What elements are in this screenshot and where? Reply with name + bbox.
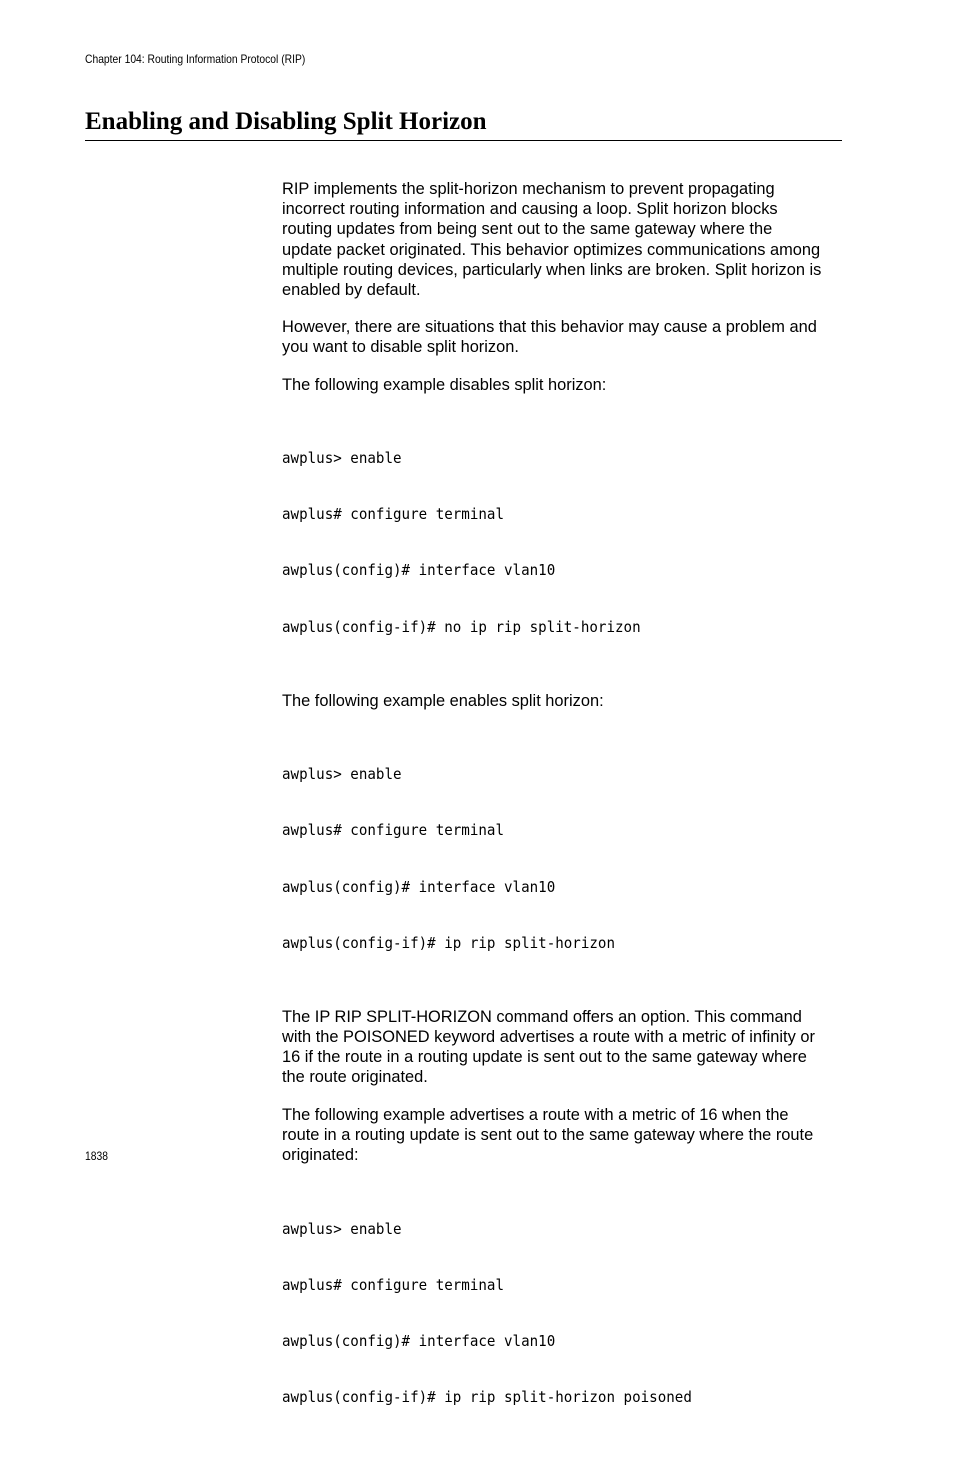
code-line: awplus(config-if)# ip rip split-horizon poisoned (282, 1387, 692, 1406)
section-title: Enabling and Disabling Split Horizon (85, 108, 487, 135)
code-line: awplus# configure terminal (282, 1275, 505, 1294)
code-line: awplus(config-if)# ip rip split-horizon (282, 933, 616, 952)
text-line: However, there are situations that this behavior may cause a problem and (282, 318, 817, 337)
text-line: originated: (282, 1145, 359, 1164)
text-line: The following example advertises a route with a metric of 16 when the (282, 1105, 789, 1124)
enable-example-intro (282, 691, 842, 711)
code-line: awplus(config)# interface vlan10 (282, 877, 556, 896)
disable-code-example (282, 412, 794, 674)
enable-code-example (282, 728, 794, 990)
text-line: update packet originated. This behavior optimizes communications among (282, 240, 821, 259)
body-content (282, 179, 842, 1461)
code-line: awplus(config)# interface vlan10 (282, 1331, 556, 1350)
code-line: awplus(config)# interface vlan10 (282, 561, 556, 580)
text-line: you want to disable split horizon. (282, 338, 519, 357)
code-line: awplus(config-if)# no ip rip split-horizon (282, 617, 641, 636)
code-line: awplus# configure terminal (282, 505, 505, 524)
title-rule (85, 140, 842, 141)
page-number: 1838 (85, 1149, 108, 1163)
poisoned-code-example (282, 1182, 794, 1444)
text-line: routing updates from being sent out to the same gateway where the (282, 220, 773, 239)
text-line: multiple routing devices, particularly when links are broken. Split horizon is (282, 260, 822, 279)
text-line: incorrect routing information and causing a loop. Split horizon blocks (282, 200, 778, 219)
code-line: awplus> enable (282, 449, 402, 468)
text-line: The following example enables split horizon: (282, 691, 604, 710)
text-line: the route originated. (282, 1068, 428, 1087)
code-line: awplus> enable (282, 1219, 402, 1238)
code-line: awplus# configure terminal (282, 821, 505, 840)
poisoned-example-intro (282, 1105, 842, 1166)
text-line: enabled by default. (282, 281, 421, 300)
intro-paragraph (282, 179, 842, 300)
text-line: The following example disables split horizon: (282, 375, 607, 394)
text-line: 16 if the route in a routing update is sent out to the same gateway where (282, 1048, 807, 1067)
text-line: The IP RIP SPLIT-HORIZON command offers an option. This command (282, 1007, 802, 1026)
problem-paragraph (282, 317, 842, 357)
running-header: Chapter 104: Routing Information Protocol (RIP) (85, 52, 306, 66)
code-line: awplus> enable (282, 765, 402, 784)
text-line: RIP implements the split-horizon mechanism to prevent propagating (282, 180, 775, 198)
text-line: route in a routing update is sent out to the same gateway where the route (282, 1125, 814, 1144)
poisoned-option-paragraph (282, 1007, 842, 1088)
text-line: with the POISONED keyword advertises a route with a metric of infinity or (282, 1027, 815, 1046)
disable-example-intro (282, 375, 842, 395)
